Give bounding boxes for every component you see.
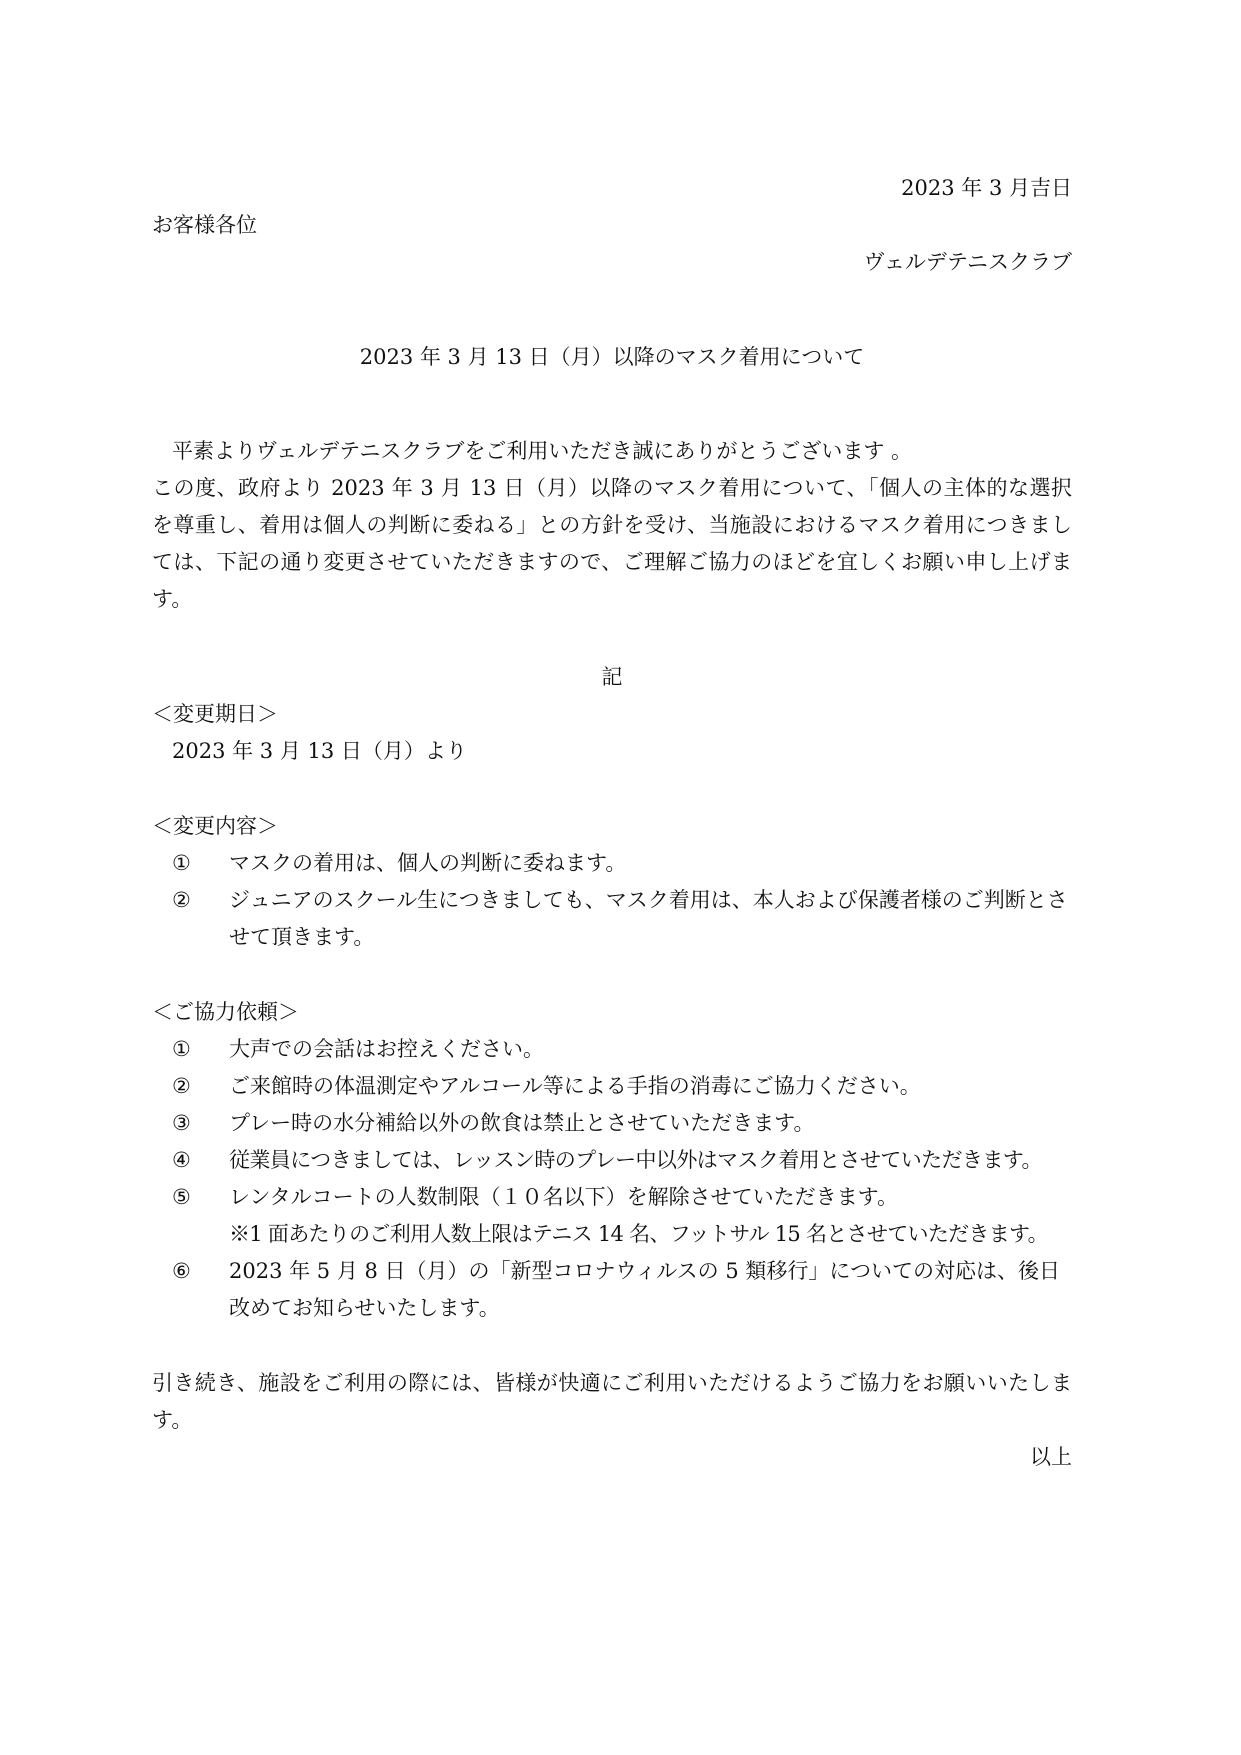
document-title: 2023 年 3 月 13 日（月）以降のマスク着用について xyxy=(359,345,865,369)
item-text: 2023 年 5 月 8 日（月）の「新型コロナウィルスの 5 類移行」についての対応は、後日改めてお知らせいたします。 xyxy=(229,1259,1060,1320)
ki-heading: 記 xyxy=(601,665,623,689)
item-number: ⑥ xyxy=(172,1259,191,1283)
change-date-heading: ＜変更期日＞ xyxy=(152,702,278,726)
item-number: ③ xyxy=(172,1111,191,1135)
closing-paragraph: 引き続き、施設をご利用の際には、皆様が快適にご利用いただけるようご協力をお願いいたします。 xyxy=(152,1371,1072,1432)
greeting: 平素よりヴェルデテニスクラブをご利用いただき誠にありがとうございます 。 xyxy=(172,439,912,463)
document-page xyxy=(152,0,1072,1755)
item-text: 大声での会話はお控えください。 xyxy=(229,1037,544,1061)
cooperation-heading: ＜ご協力依頼＞ xyxy=(152,1000,299,1024)
item-number: ① xyxy=(172,1037,191,1061)
item-number: ② xyxy=(172,888,191,912)
change-date-value: 2023 年 3 月 13 日（月）より xyxy=(172,739,467,763)
issue-date: 2023 年 3 月吉日 xyxy=(901,176,1072,200)
item-text: ご来館時の体温測定やアルコール等による手指の消毒にご協力ください。 xyxy=(229,1074,921,1098)
intro-paragraph: この度、政府より 2023 年 3 月 13 日（月）以降のマスク着用について、「個人の主体的な選択を尊重し、着用は個人の判断に委ねる」との方針を受け、当施設におけるマスク着用につきましては、下記の通り変更させていただきますので、ご理解ご協力のほどを宜しくお願い申し上げます。 xyxy=(152,476,1072,611)
item-number: ① xyxy=(172,851,191,875)
item-number: ④ xyxy=(172,1148,191,1172)
recipient: お客様各位 xyxy=(152,213,257,237)
end-mark: 以上 xyxy=(1030,1445,1072,1469)
change-content-heading: ＜変更内容＞ xyxy=(152,814,278,838)
item-number: ② xyxy=(172,1074,191,1098)
item-text: レンタルコートの人数制限（１０名以下）を解除させていただきます。 xyxy=(229,1185,898,1209)
item-text: ジュニアのスクール生につきましても、マスク着用は、本人および保護者様のご判断とさせて頂きます。 xyxy=(229,888,1068,949)
item-text: マスクの着用は、個人の判断に委ねます。 xyxy=(229,851,627,875)
item-text: 従業員につきましては、レッスン時のプレー中以外はマスク着用とさせていただきます。 xyxy=(229,1148,1042,1172)
item-text: プレー時の水分補給以外の飲食は禁止とさせていただきます。 xyxy=(229,1111,815,1135)
sender: ヴェルデテニスクラブ xyxy=(863,250,1072,274)
item-number: ⑤ xyxy=(172,1185,191,1209)
item-note: ※1 面あたりのご利用人数上限はテニス 14 名、フットサル 15 名とさせていただきます。 xyxy=(229,1222,1048,1246)
